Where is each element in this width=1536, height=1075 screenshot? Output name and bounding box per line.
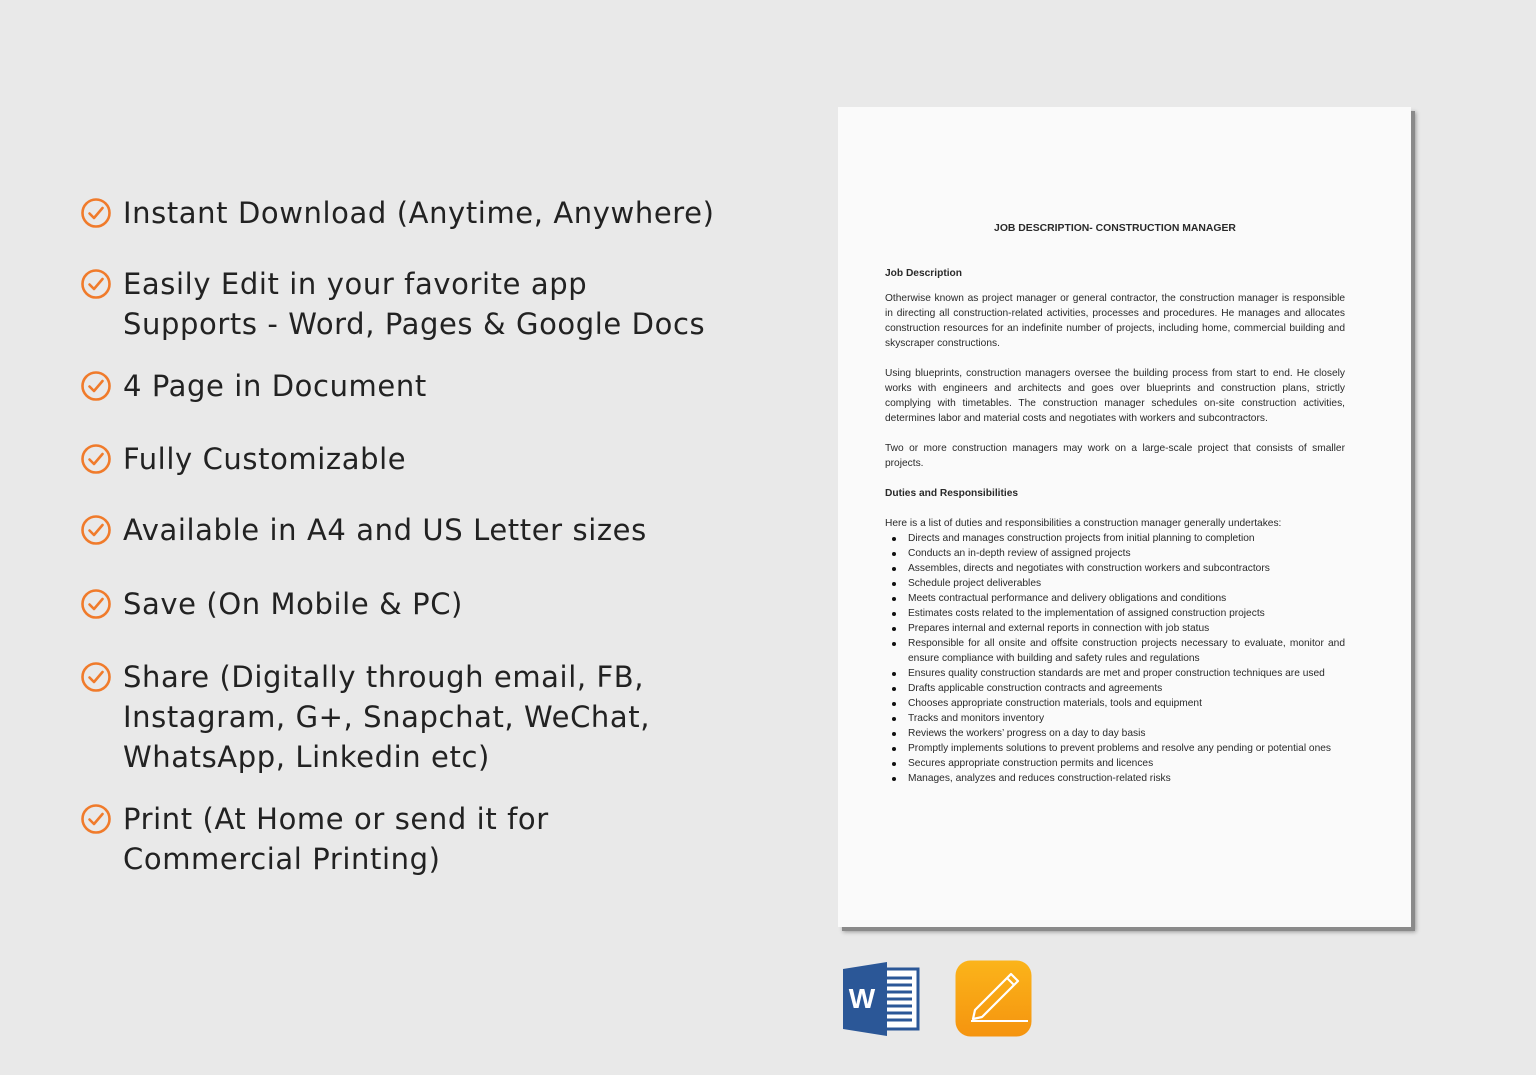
paragraph: Two or more construction managers may work on a large-scale project that consists of smaller projects.	[885, 443, 1345, 469]
check-circle-icon	[80, 661, 112, 693]
check-circle-icon	[80, 370, 112, 402]
list-item: Estimates costs related to the implementation of assigned construction projects	[885, 606, 1345, 621]
list-item: Manages, analyzes and reduces construction-related risks	[885, 771, 1345, 786]
check-circle-icon	[80, 268, 112, 300]
list-item: Reviews the workers’ progress on a day to day basis	[885, 726, 1345, 741]
svg-text:W: W	[848, 983, 876, 1014]
check-circle-icon	[80, 514, 112, 546]
section-heading-duties: Duties and Responsibilities	[885, 488, 1019, 499]
list-item: Meets contractual performance and delivery obligations and conditions	[885, 591, 1345, 606]
feature-item	[80, 799, 549, 879]
feature-item	[80, 366, 427, 406]
list-item: Promptly implements solutions to prevent problems and resolve any pending or potential ones	[885, 741, 1345, 756]
feature-text: Easily Edit in your favorite app Supports - Word, Pages & Google Docs	[123, 267, 706, 341]
apple-pages-icon	[955, 960, 1032, 1037]
feature-item	[80, 657, 650, 777]
feature-item	[80, 193, 715, 233]
list-item: Tracks and monitors inventory	[885, 711, 1345, 726]
section-heading-job-description: Job Description	[885, 268, 962, 279]
document-title: JOB DESCRIPTION- CONSTRUCTION MANAGER	[994, 223, 1236, 234]
list-item: Responsible for all onsite and offsite construction projects necessary to evaluate, monitor and ensure compliance with building and safety rules and regulations	[885, 636, 1345, 666]
feature-text: Save (On Mobile & PC)	[123, 587, 463, 621]
check-circle-icon	[80, 803, 112, 835]
paragraph: Using blueprints, construction managers oversee the building process from start to end. He closely works with engineers and architects and goes over blueprints and construction plans, strictly complying with timetables. The construction manager schedules on-site construction activities, determines labor and material costs and negotiates with workers and subcontractors.	[885, 368, 1345, 424]
document-content	[885, 221, 1345, 786]
microsoft-word-icon	[842, 962, 920, 1036]
feature-item	[80, 264, 705, 344]
list-item: Assembles, directs and negotiates with construction workers and subcontractors	[885, 561, 1345, 576]
list-item: Directs and manages construction projects from initial planning to completion	[885, 531, 1345, 546]
feature-item	[80, 439, 406, 479]
document-preview	[838, 107, 1411, 927]
paragraph: Otherwise known as project manager or general contractor, the construction manager is responsible in directing all construction-related activities, processes and procedures. He manages and allocates construction resources for an indefinite number of projects, including home, commercial building and skyscraper constructions.	[885, 293, 1345, 349]
duties-list	[885, 531, 1345, 786]
feature-item	[80, 584, 463, 624]
list-item: Ensures quality construction standards are met and proper construction techniques are used	[885, 666, 1345, 681]
list-item: Schedule project deliverables	[885, 576, 1345, 591]
feature-text: Share (Digitally through email, FB, Instagram, G+, Snapchat, WeChat, WhatsApp, Linkedin etc)	[123, 660, 651, 774]
feature-text: Print (At Home or send it for Commercial Printing)	[123, 802, 549, 876]
feature-text: Available in A4 and US Letter sizes	[123, 513, 647, 547]
feature-text: Fully Customizable	[123, 442, 407, 476]
feature-text: Instant Download (Anytime, Anywhere)	[123, 196, 715, 230]
feature-item	[80, 510, 647, 550]
check-circle-icon	[80, 197, 112, 229]
list-item: Secures appropriate construction permits and licences	[885, 756, 1345, 771]
feature-text: 4 Page in Document	[123, 369, 427, 403]
list-item: Chooses appropriate construction materials, tools and equipment	[885, 696, 1345, 711]
list-item: Conducts an in-depth review of assigned projects	[885, 546, 1345, 561]
list-intro: Here is a list of duties and responsibilities a construction manager generally undertakes:	[885, 518, 1282, 529]
check-circle-icon	[80, 443, 112, 475]
check-circle-icon	[80, 588, 112, 620]
list-item: Drafts applicable construction contracts and agreements	[885, 681, 1345, 696]
list-item: Prepares internal and external reports in connection with job status	[885, 621, 1345, 636]
